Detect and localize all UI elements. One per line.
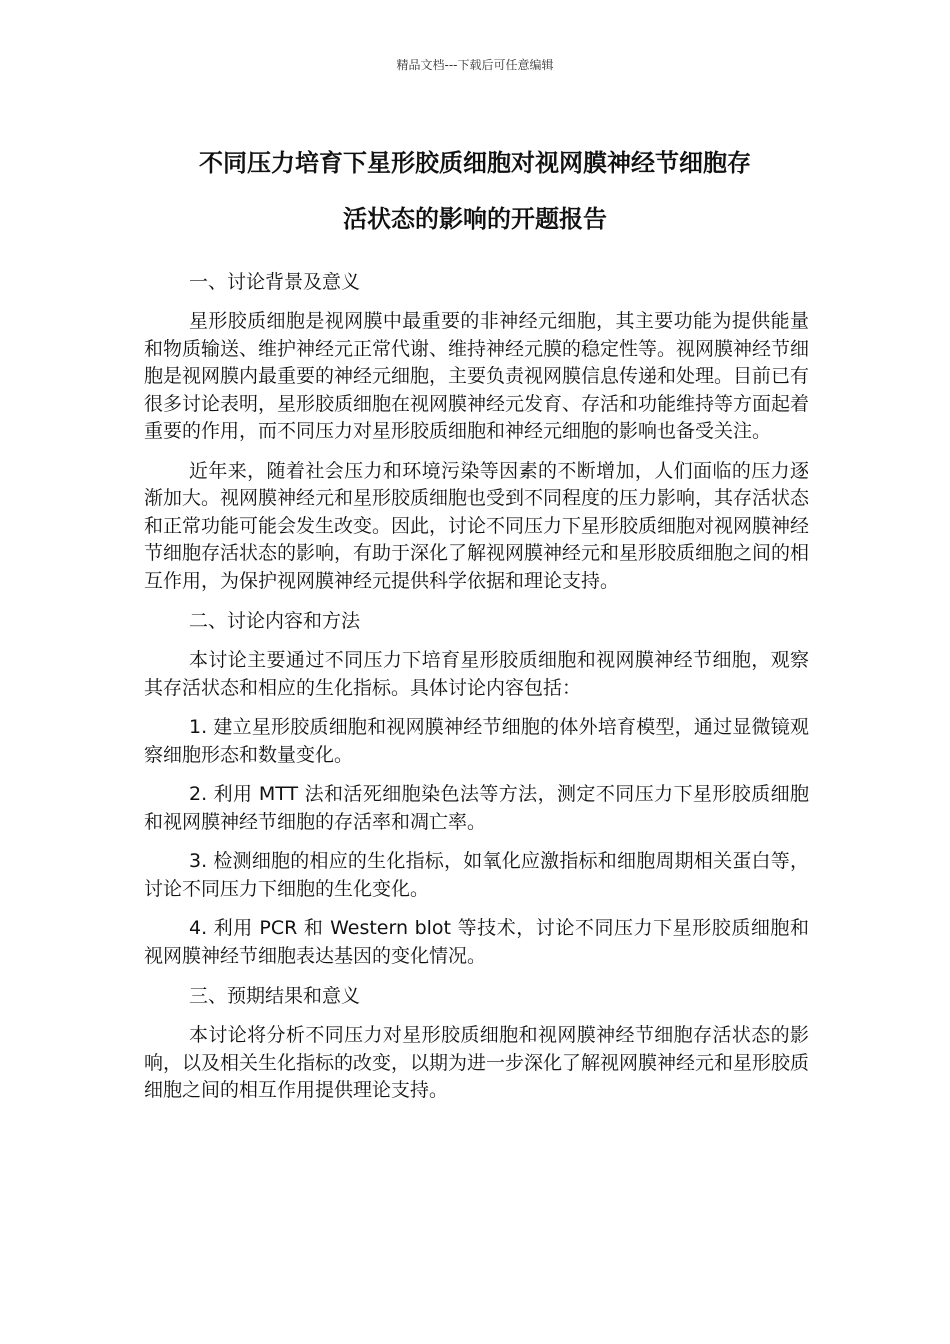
section-heading-content-methods: 二、讨论内容和方法 <box>189 610 361 632</box>
document-title <box>135 135 815 247</box>
paragraph-background-2: 近年来，随着社会压力和环境污染等因素的不断增加，人们面临的压力逐渐加大。视网膜神经元和星形胶质细胞也受到不同程度的压力影响，其存活状态和正常功能可能会发生改变。因此，讨论不同压力下星形胶质细胞对视网膜神经节细胞存活状态的影响，有助于深化了解视网膜神经元和星形胶质细胞之间的相互作用，为保护视网膜神经元提供科学依据和理论支持。 <box>144 459 810 592</box>
document-body <box>144 268 809 1117</box>
section-heading-expected-results: 三、预期结果和意义 <box>189 985 361 1007</box>
section-heading-background: 一、讨论背景及意义 <box>189 271 361 293</box>
paragraph-background-1: 星形胶质细胞是视网膜中最重要的非神经元细胞，其主要功能为提供能量和物质输送、维护神经元正常代谢、维持神经元膜的稳定性等。视网膜神经节细胞是视网膜内最重要的神经元细胞，主要负责视网膜信息传递和处理。目前已有很多讨论表明，星形胶质细胞在视网膜神经元发育、存活和功能维持等方面起着重要的作用，而不同压力对星形胶质细胞和神经元细胞的影响也备受关注。 <box>144 310 810 442</box>
document-title-line-2: 活状态的影响的开题报告 <box>343 205 607 233</box>
paragraph-expected-results: 本讨论将分析不同压力对星形胶质细胞和视网膜神经节细胞存活状态的影响，以及相关生化指标的改变，以期为进一步深化了解视网膜神经元和星形胶质细胞之间的相互作用提供理论支持。 <box>144 1024 810 1101</box>
list-item-1: 1. 建立星形胶质细胞和视网膜神经节细胞的体外培育模型，通过显微镜观察细胞形态和数量变化。 <box>144 716 809 766</box>
paragraph-content-intro: 本讨论主要通过不同压力下培育星形胶质细胞和视网膜神经节细胞，观察其存活状态和相应的生化指标。具体讨论内容包括： <box>144 649 809 699</box>
page-header: 精品文档---下载后可任意编辑 <box>396 58 554 72</box>
document-title-line-1: 不同压力培育下星形胶质细胞对视网膜神经节细胞存 <box>199 149 751 177</box>
list-item-3: 3. 检测细胞的相应的生化指标，如氧化应激指标和细胞周期相关蛋白等，讨论不同压力下细胞的生化变化。 <box>144 850 809 900</box>
list-item-4: 4. 利用 PCR 和 Western blot 等技术，讨论不同压力下星形胶质细胞和视网膜神经节细胞表达基因的变化情况。 <box>144 917 809 967</box>
list-item-2: 2. 利用 MTT 法和活死细胞染色法等方法，测定不同压力下星形胶质细胞和视网膜神经节细胞的存活率和凋亡率。 <box>144 783 809 833</box>
